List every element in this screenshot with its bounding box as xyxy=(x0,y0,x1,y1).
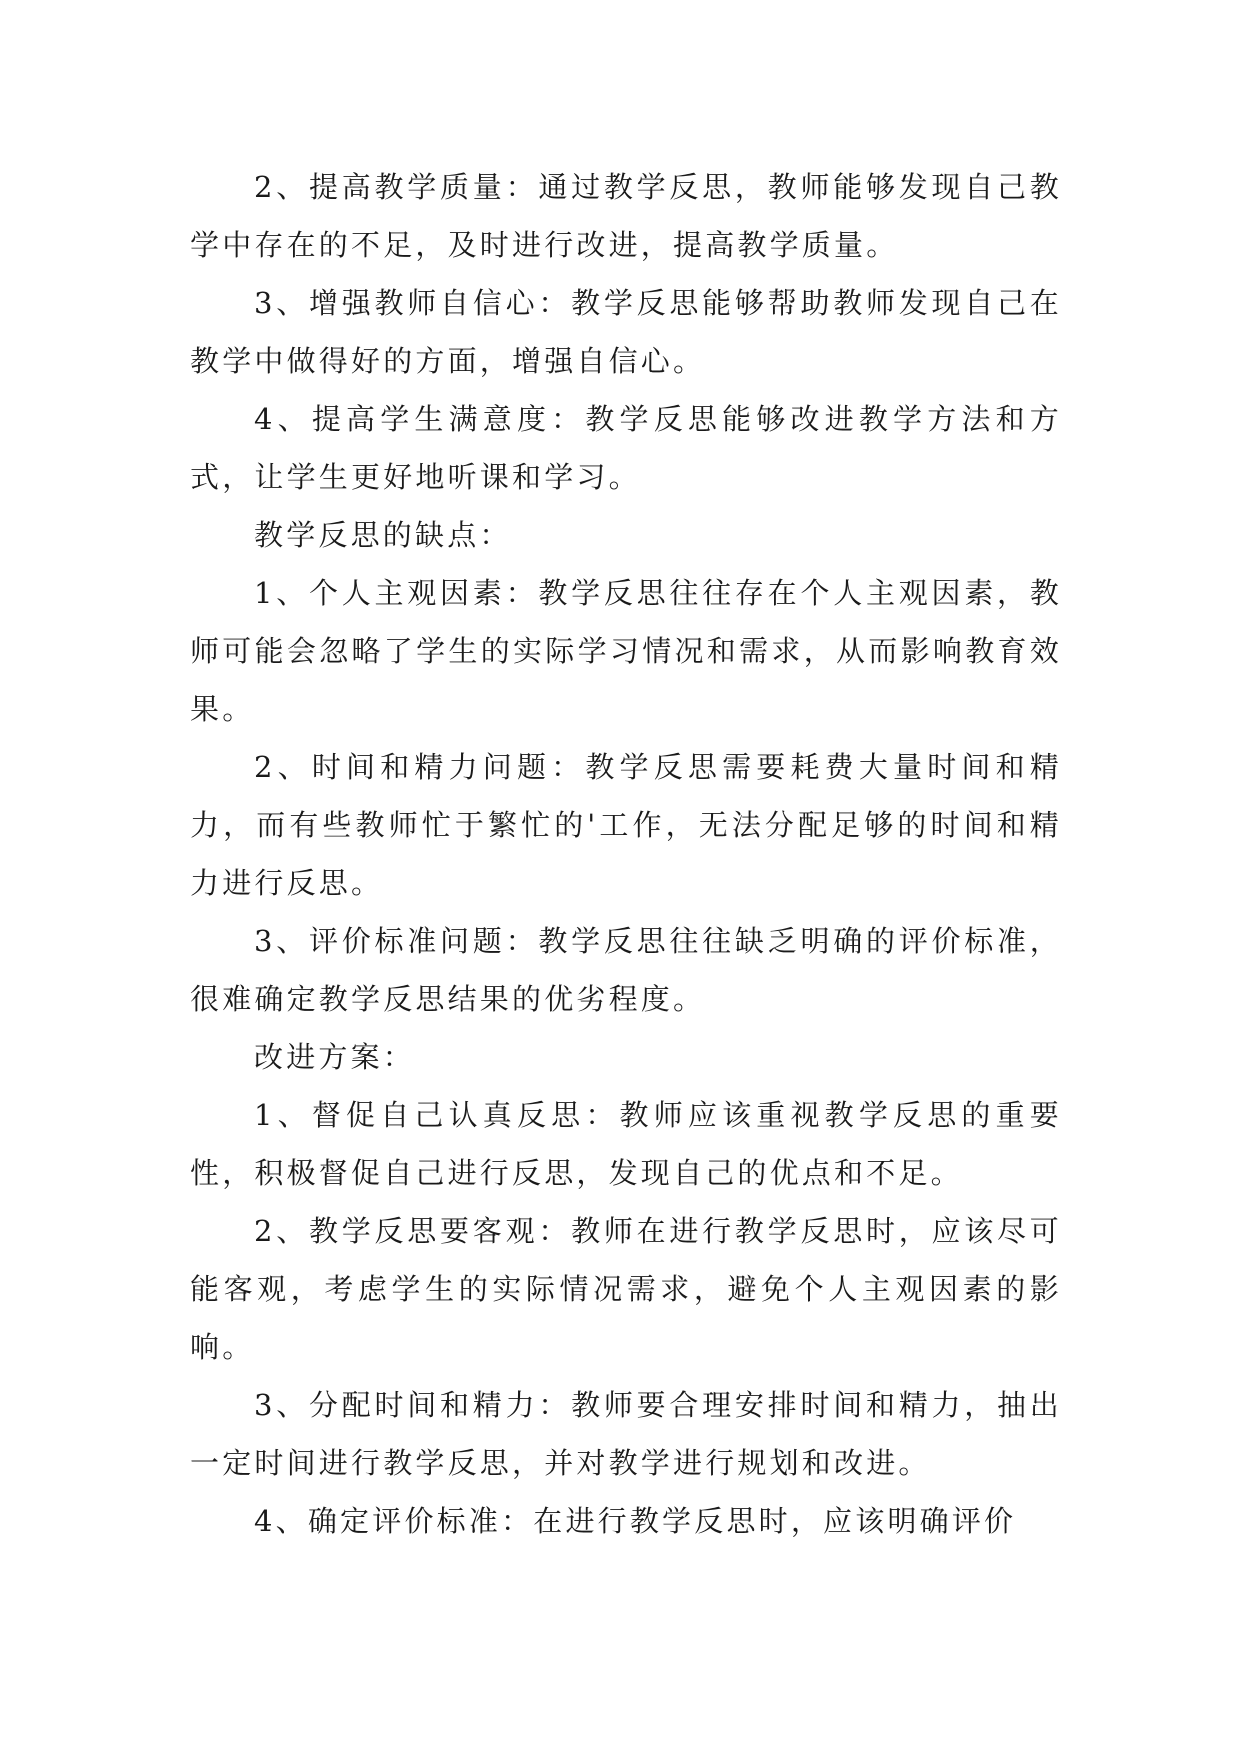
paragraph-improvement-3: 3、分配时间和精力：教师要合理安排时间和精力，抽出一定时间进行教学反思，并对教学进行规划和改进。 xyxy=(190,1388,1062,1480)
paragraph-improvement-2: 2、教学反思要客观：教师在进行教学反思时，应该尽可能客观，考虑学生的实际情况需求，避免个人主观因素的影响。 xyxy=(190,1214,1062,1364)
paragraph-benefit-2: 2、提高教学质量：通过教学反思，教师能够发现自己教学中存在的不足，及时进行改进，提高教学质量。 xyxy=(190,170,1062,262)
paragraph-improvement-1: 1、督促自己认真反思：教师应该重视教学反思的重要性，积极督促自己进行反思，发现自己的优点和不足。 xyxy=(190,1098,1062,1190)
paragraph-disadvantage-1: 1、个人主观因素：教学反思往往存在个人主观因素，教师可能会忽略了学生的实际学习情况和需求，从而影响教育效果。 xyxy=(190,576,1062,726)
paragraph-disadvantage-2: 2、时间和精力问题：教学反思需要耗费大量时间和精力，而有些教师忙于繁忙的'工作，无法分配足够的时间和精力进行反思。 xyxy=(190,750,1062,900)
heading-disadvantages: 教学反思的缺点： xyxy=(254,518,512,552)
paragraph-improvement-4: 4、确定评价标准：在进行教学反思时，应该明确评价 xyxy=(254,1504,1017,1538)
paragraph-benefit-3: 3、增强教师自信心：教学反思能够帮助教师发现自己在教学中做得好的方面，增强自信心。 xyxy=(190,286,1062,378)
paragraph-benefit-4: 4、提高学生满意度：教学反思能够改进教学方法和方式，让学生更好地听课和学习。 xyxy=(190,402,1062,494)
heading-improvements: 改进方案： xyxy=(254,1040,416,1074)
paragraph-disadvantage-3: 3、评价标准问题：教学反思往往缺乏明确的评价标准，很难确定教学反思结果的优劣程度。 xyxy=(190,924,1062,1016)
document-body xyxy=(190,158,1062,1550)
